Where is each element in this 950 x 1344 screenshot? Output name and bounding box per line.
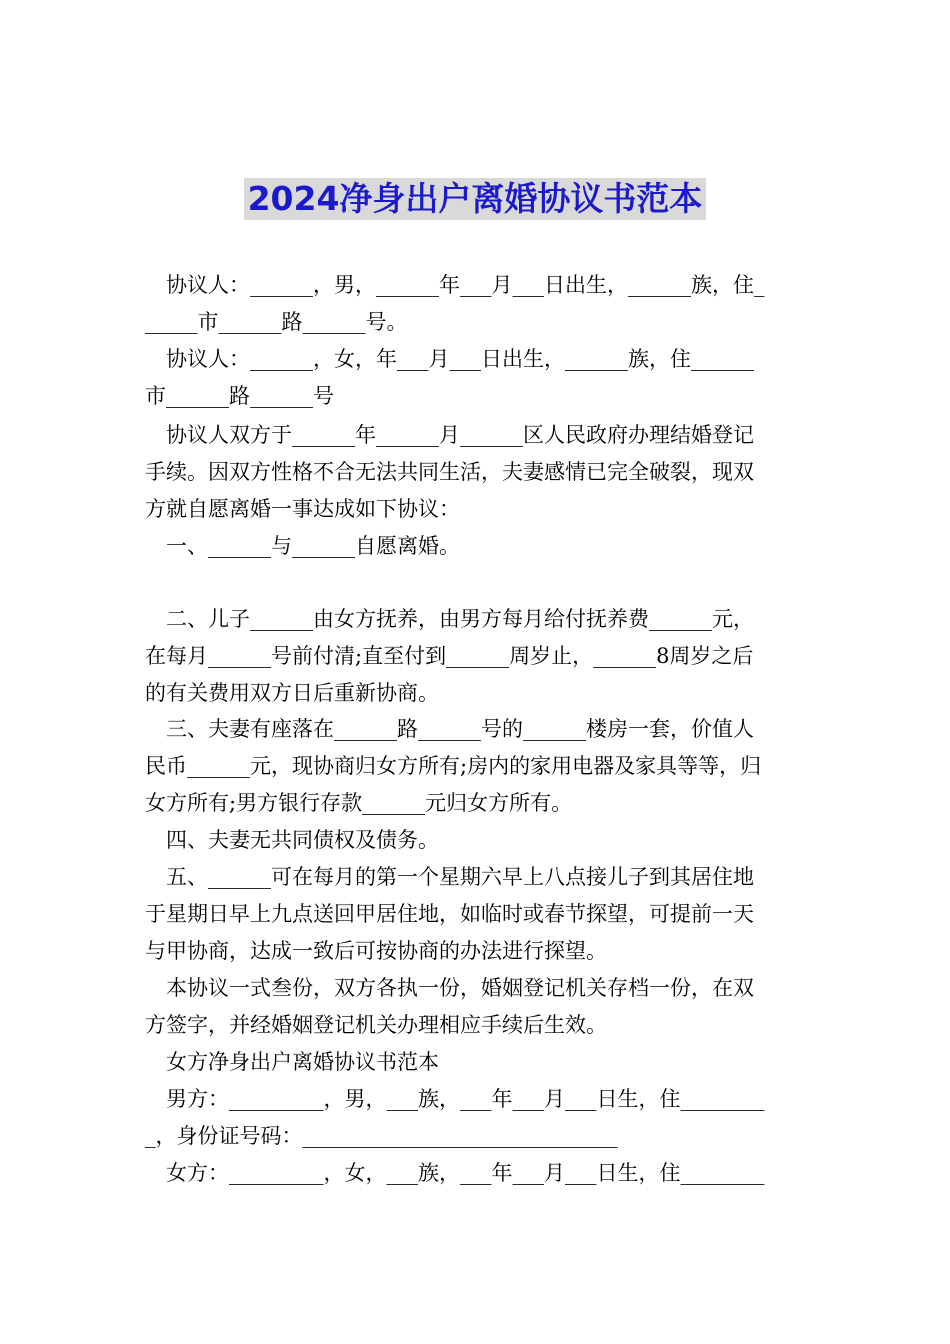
paragraph-line: _，身份证号码：______________________________ bbox=[145, 1124, 618, 1148]
paragraph-line: 女方：_________，女，___族，___年___月___日生，住________ bbox=[145, 1161, 765, 1185]
paragraph-line: 市______路______号 bbox=[145, 384, 334, 408]
paragraph-line: 协议人：______，男，______年___月___日出生，______族，住_ bbox=[145, 273, 765, 297]
paragraph-line: 在每月______号前付清;直至付到______周岁止，______8周岁之后 bbox=[145, 644, 754, 668]
document-title: 2024净身出户离婚协议书范本 bbox=[244, 178, 707, 220]
paragraph-line: 女方所有;男方银行存款______元归女方所有。 bbox=[145, 791, 573, 815]
paragraph-line: 民币______元，现协商归女方所有;房内的家用电器及家具等等，归 bbox=[145, 754, 762, 778]
paragraph-line: 三、夫妻有座落在______路______号的______楼房一套，价值人 bbox=[145, 717, 754, 741]
paragraph-line: 手续。因双方性格不合无法共同生活，夫妻感情已完全破裂，现双 bbox=[145, 460, 754, 484]
paragraph-line: 协议人双方于______年______月______区人民政府办理结婚登记 bbox=[145, 423, 754, 447]
paragraph-line: 方签字，并经婚姻登记机关办理相应手续后生效。 bbox=[145, 1013, 607, 1037]
paragraph-line: _____市______路______号。 bbox=[145, 310, 408, 334]
paragraph-line: 的有关费用双方日后重新协商。 bbox=[145, 681, 439, 705]
paragraph-line: 与甲协商，达成一致后可按协商的办法进行探望。 bbox=[145, 939, 607, 963]
paragraph-line: 方就自愿离婚一事达成如下协议： bbox=[145, 497, 460, 521]
paragraph-line: 一、______与______自愿离婚。 bbox=[145, 534, 460, 558]
paragraph-line: 女方净身出户离婚协议书范本 bbox=[145, 1050, 439, 1074]
paragraph-line: 二、儿子______由女方抚养，由男方每月给付抚养费______元， bbox=[145, 607, 754, 631]
title-container bbox=[0, 178, 950, 220]
paragraph-line: 协议人：______，女，年___月___日出生，______族，住______ bbox=[145, 347, 754, 371]
paragraph-line: 于星期日早上九点送回甲居住地，如临时或春节探望，可提前一天 bbox=[145, 902, 754, 926]
paragraph-line: 五、______可在每月的第一个星期六早上八点接儿子到其居住地 bbox=[145, 865, 754, 889]
paragraph-line: 四、夫妻无共同债权及债务。 bbox=[145, 828, 439, 852]
paragraph-line: 男方：_________，男，___族，___年___月___日生，住________ bbox=[145, 1087, 765, 1111]
paragraph-line: 本协议一式叁份，双方各执一份，婚姻登记机关存档一份，在双 bbox=[145, 976, 754, 1000]
